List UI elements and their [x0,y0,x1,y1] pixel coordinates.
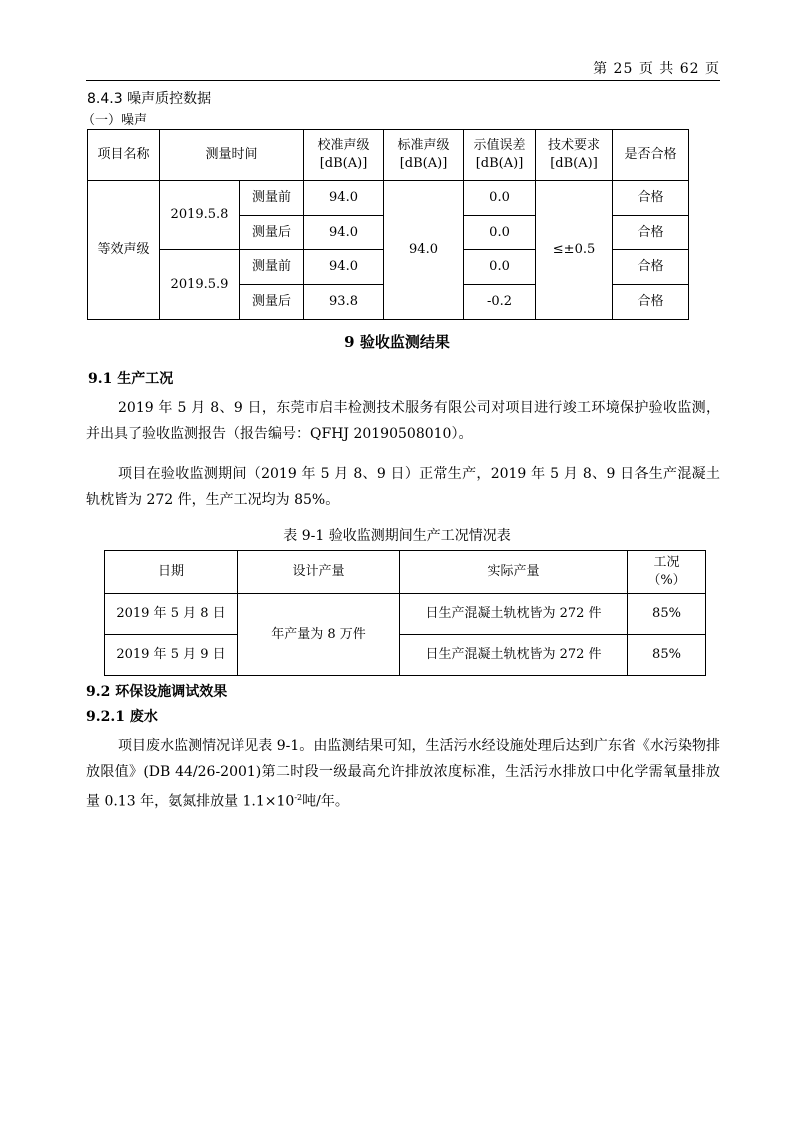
header-requirement: 技术要求 [dB(A)] [536,130,613,181]
actual-output-cell: 日生产混凝土轨枕皆为 272 件 [400,635,628,676]
header-pass: 是否合格 [613,130,689,181]
cal-cell: 94.0 [304,250,384,285]
cal-cell: 94.0 [304,181,384,216]
phase-cell: 测量后 [240,216,304,250]
table-9-1-caption: 表 9-1 验收监测期间生产工况情况表 [283,528,511,544]
noise-subtitle: （一）噪声 [82,113,148,128]
chapter-9-title: 9 验收监测结果 [344,333,450,351]
err-cell: 0.0 [464,250,536,285]
header-cal-level: 校准声级 [dB(A)] [304,130,384,181]
header-rule [86,80,720,81]
page-number: 第 25 页 共 62 页 [593,61,720,77]
header-date: 日期 [105,551,238,594]
design-output-cell: 年产量为 8 万件 [238,594,400,676]
condition-cell: 85% [628,594,706,635]
phase-cell: 测量后 [240,285,304,320]
err-cell: 0.0 [464,216,536,250]
header-design-output: 设计产量 [238,551,400,594]
pass-cell: 合格 [613,181,689,216]
condition-cell: 85% [628,635,706,676]
section-title-91: 9.1 生产工况 [88,371,174,387]
std-value-cell: 94.0 [384,181,464,320]
header-item-name: 项目名称 [88,130,160,181]
header-actual-output: 实际产量 [400,551,628,594]
pass-cell: 合格 [613,250,689,285]
item-name-cell: 等效声级 [88,181,160,320]
err-cell: -0.2 [464,285,536,320]
paragraph-91-a: 2019 年 5 月 8、9 日，东莞市启丰检测技术服务有限公司对项目进行竣工环境保护验收监测，并出具了验收监测报告（报告编号：QFHJ 20190508010）。 [86,400,720,442]
phase-cell: 测量前 [240,250,304,285]
section-title-843: 8.4.3 噪声质控数据 [87,91,212,107]
noise-qc-table [87,129,689,320]
pass-cell: 合格 [613,216,689,250]
header-measure-time: 测量时间 [160,130,304,181]
req-value-cell: ≤±0.5 [536,181,613,320]
date-cell: 2019 年 5 月 8 日 [105,594,238,635]
actual-output-cell: 日生产混凝土轨枕皆为 272 件 [400,594,628,635]
cal-cell: 94.0 [304,216,384,250]
header-std-level: 标准声级 [dB(A)] [384,130,464,181]
phase-cell: 测量前 [240,181,304,216]
err-cell: 0.0 [464,181,536,216]
header-error: 示值误差 [dB(A)] [464,130,536,181]
paragraph-921: 项目废水监测情况详见表 9-1。由监测结果可知，生活污水经设施处理后达到广东省《水污染物排放限值》(DB 44/26-2001)第二时段一级最高允许排放浓度标准，生活污水排放口中化学需氧量排放量 0.13 年，氨氮排放量 $1.1\times 10^{-2}$吨/年。 [86,738,720,810]
cal-cell: 93.8 [304,285,384,320]
production-table [104,550,706,676]
paragraph-91-b: 项目在验收监测期间（2019 年 5 月 8、9 日）正常生产，2019 年 5 月 8、9 日各生产混凝土轨枕皆为 272 件，生产工况均为 85%。 [86,466,720,508]
header-condition: 工况 （%） [628,551,706,594]
date-cell: 2019.5.9 [160,250,240,320]
section-title-92: 9.2 环保设施调试效果 [86,684,228,700]
date-cell: 2019 年 5 月 9 日 [105,635,238,676]
date-cell: 2019.5.8 [160,181,240,250]
section-title-921: 9.2.1 废水 [86,709,158,725]
pass-cell: 合格 [613,285,689,320]
